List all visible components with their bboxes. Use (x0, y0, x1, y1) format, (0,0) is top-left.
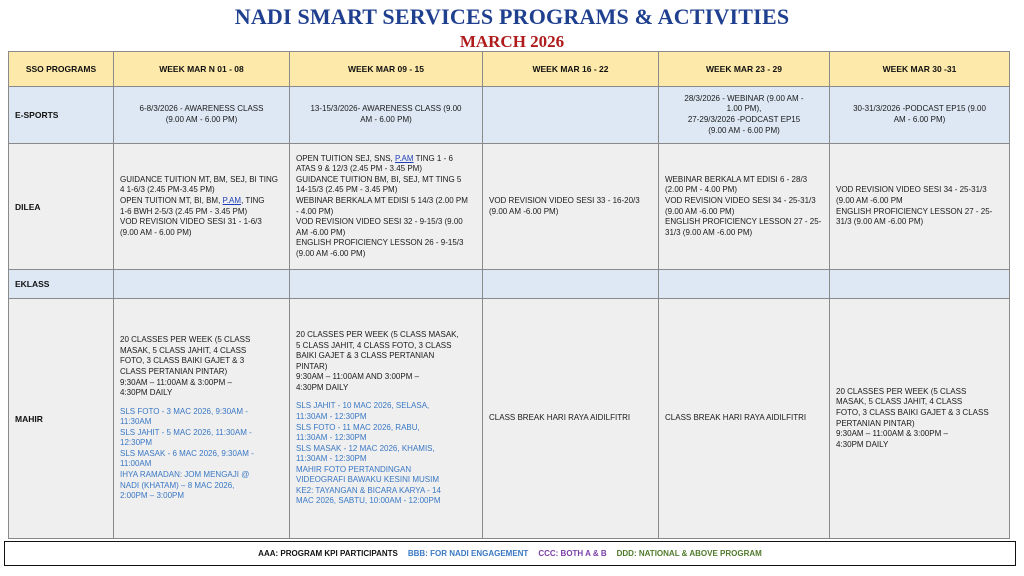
program-dilea: DILEA (9, 144, 114, 270)
table-row-esports (9, 87, 1010, 144)
esports-week-4: 28/3/2026 - WEBINAR (9.00 AM - 1.00 PM), 27-29/3/2026 -PODCAST EP15 (9.00 AM - 6.00 PM) (659, 87, 830, 144)
pam-link[interactable]: P.AM (222, 195, 242, 205)
header-programs: SSO PROGRAMS (9, 52, 114, 87)
legend-bar (4, 541, 1016, 566)
eklass-week-4 (659, 270, 830, 299)
eklass-week-2 (290, 270, 483, 299)
program-eklass: EKLASS (9, 270, 114, 299)
table-row-mahir (9, 299, 1010, 539)
header-row (9, 52, 1010, 87)
page-title: NADI SMART SERVICES PROGRAMS & ACTIVITIES (234, 4, 790, 29)
mahir-week-4: CLASS BREAK HARI RAYA AIDILFITRI (659, 299, 830, 539)
esports-week-5: 30-31/3/2026 -PODCAST EP15 (9.00 AM - 6.00 PM) (830, 87, 1010, 144)
program-esports: E-SPORTS (9, 87, 114, 144)
dilea-week-4: WEBINAR BERKALA MT EDISI 6 - 28/3 (2.00 PM - 4.00 PM) VOD REVISION VIDEO SESI 34 - 25-31/3 (9.00 AM -6.00 PM) ENGLISH PROFICIENCY LESSON 27 - 25- 31/3 (9.00 AM -6.00 PM) (659, 144, 830, 270)
esports-week-1: 6-8/3/2026 - AWARENESS CLASS (9.00 AM - 6.00 PM) (114, 87, 290, 144)
header-week-2: WEEK MAR 09 - 15 (290, 52, 483, 87)
mahir-week-5: 20 CLASSES PER WEEK (5 CLASS MASAK, 5 CLASS JAHIT, 4 CLASS FOTO, 3 CLASS BAIKI GAJET & 3 CLASS PERTANIAN PINTAR) 9:30AM – 11:00AM & 3:00PM – 4:30PM DAILY (830, 299, 1010, 539)
page-subtitle: MARCH 2026 (459, 32, 565, 51)
eklass-week-5 (830, 270, 1010, 299)
mahir-week-2: 20 CLASSES PER WEEK (5 CLASS MASAK, 5 CLASS JAHIT, 4 CLASS FOTO, 3 CLASS BAIKI GAJET & 3 CLASS PERTANIAN PINTAR) 9:30AM – 11:00AM AND 3:00PM – 4:30PM DAILY SLS JAHIT - 10 MAC 2026, SELASA, 11:30AM - 12:30PM SLS FOTO - 11 MAC 2026, RABU, 11:30AM - 12:30PM SLS MASAK - 12 MAC 2026, KHAMIS, 11:30AM - 12:30PM MAHIR FOTO PERTANDINGAN VIDEOGRAFI BAWAKU KESINI MUSIM KE2: TAYANGAN & BICARA KARYA - 14 MAC 2026, SABTU, 10:00AM - 12:00PM (290, 299, 483, 539)
program-mahir: MAHIR (9, 299, 114, 539)
header-week-1: WEEK MAR N 01 - 08 (114, 52, 290, 87)
legend-aaa: AAA: PROGRAM KPI PARTICIPANTS (258, 549, 398, 558)
dilea-week-5: VOD REVISION VIDEO SESI 34 - 25-31/3 (9.00 AM -6.00 PM ENGLISH PROFICIENCY LESSON 27 - 25- 31/3 (9.00 AM -6.00 PM) (830, 144, 1010, 270)
legend-ccc: CCC: BOTH A & B (538, 549, 607, 558)
mahir-week-3: CLASS BREAK HARI RAYA AIDILFITRI (483, 299, 659, 539)
dilea-week-3: VOD REVISION VIDEO SESI 33 - 16-20/3 (9.00 AM -6.00 PM) (483, 144, 659, 270)
header-week-3: WEEK MAR 16 - 22 (483, 52, 659, 87)
eklass-week-1 (114, 270, 290, 299)
esports-week-2: 13-15/3/2026- AWARENESS CLASS (9.00 AM - 6.00 PM) (290, 87, 483, 144)
legend-ddd: DDD: NATIONAL & ABOVE PROGRAM (616, 549, 762, 558)
eklass-week-3 (483, 270, 659, 299)
pam-link[interactable]: P.AM (394, 153, 414, 163)
header-week-4: WEEK MAR 23 - 29 (659, 52, 830, 87)
dilea-week-2: OPEN TUITION SEJ, SNS, P.AM TING 1 - 6 ATAS 9 & 12/3 (2.45 PM - 3.45 PM) GUIDANCE TUITION BM, BI, SEJ, MT TING 5 14-15/3 (2.45 PM - 3.45 PM) WEBINAR BERKALA MT EDISI 5 14/3 (2.00 PM - 4.00 PM) VOD REVISION VIDEO SESI 32 - 9-15/3 (9.00 AM -6.00 PM) ENGLISH PROFICIENCY LESSON 26 - 9-15/3 (9.00 AM -6.00 PM) (290, 144, 483, 270)
mahir-week-1: 20 CLASSES PER WEEK (5 CLASS MASAK, 5 CLASS JAHIT, 4 CLASS FOTO, 3 CLASS BAIKI GAJET & 3 CLASS PERTANIAN PINTAR) 9:30AM – 11:00AM & 3:00PM – 4:30PM DAILY SLS FOTO - 3 MAC 2026, 9:30AM - 11:30AM SLS JAHIT - 5 MAC 2026, 11:30AM - 12:30PM SLS MASAK - 6 MAC 2026, 9:30AM - 11:00AM IHYA RAMADAN: JOM MENGAJI @ NADI (KHATAM) – 8 MAC 2026, 2:00PM – 3:00PM (114, 299, 290, 539)
schedule-table (8, 51, 1010, 539)
table-row-eklass (9, 270, 1010, 299)
dilea-week-1: GUIDANCE TUITION MT, BM, SEJ, BI TING 4 1-6/3 (2.45 PM-3.45 PM) OPEN TUITION MT, BI, BM, P.AM, TING 1-6 BWH 2-5/3 (2.45 PM - 3.45 PM) VOD REVISION VIDEO SESI 31 - 1-6/3 (9.00 AM - 6.00 PM) (114, 144, 290, 270)
legend-bbb: BBB: FOR NADI ENGAGEMENT (407, 549, 529, 558)
table-row-dilea (9, 144, 1010, 270)
header-week-5: WEEK MAR 30 -31 (830, 52, 1010, 87)
esports-week-3 (483, 87, 659, 144)
